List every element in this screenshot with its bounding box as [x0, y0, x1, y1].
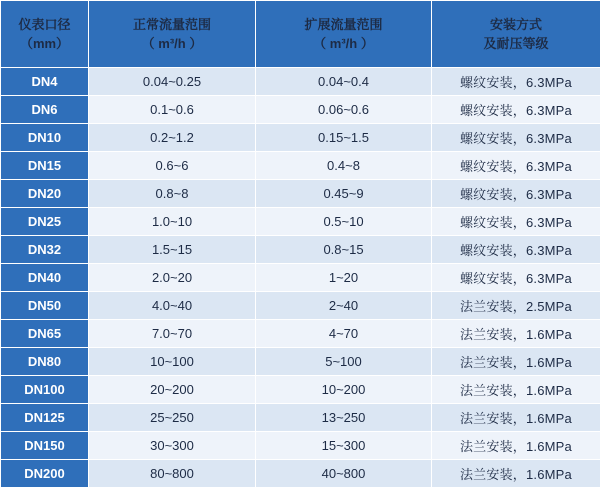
table-row	[1, 124, 600, 152]
column-header-installation-line1: 安装方式	[432, 15, 600, 35]
cell-extended-range: 5~100	[256, 348, 432, 376]
cell-diameter: DN15	[1, 152, 89, 180]
cell-extended-range: 0.04~0.4	[256, 68, 432, 96]
cell-normal-range: 10~100	[89, 348, 256, 376]
cell-diameter: DN25	[1, 208, 89, 236]
cell-extended-range: 13~250	[256, 404, 432, 432]
cell-installation: 法兰安装，1.6MPa	[432, 404, 600, 432]
cell-normal-range: 2.0~20	[89, 264, 256, 292]
table-body	[1, 68, 600, 488]
cell-installation: 法兰安装，2.5MPa	[432, 292, 600, 320]
cell-extended-range: 1~20	[256, 264, 432, 292]
cell-extended-range: 0.06~0.6	[256, 96, 432, 124]
cell-extended-range: 0.15~1.5	[256, 124, 432, 152]
cell-extended-range: 0.5~10	[256, 208, 432, 236]
cell-extended-range: 10~200	[256, 376, 432, 404]
column-header-normal-range-line1: 正常流量范围	[89, 15, 255, 35]
cell-normal-range: 0.2~1.2	[89, 124, 256, 152]
cell-installation: 螺纹安装，6.3MPa	[432, 152, 600, 180]
cell-diameter: DN50	[1, 292, 89, 320]
column-header-extended-range-line2: （ m³/h ）	[256, 34, 431, 54]
table-row	[1, 376, 600, 404]
table-row	[1, 68, 600, 96]
table-row	[1, 264, 600, 292]
column-header-installation	[432, 1, 600, 68]
table-header-row	[1, 1, 600, 68]
cell-installation: 螺纹安装，6.3MPa	[432, 96, 600, 124]
cell-normal-range: 30~300	[89, 432, 256, 460]
cell-normal-range: 20~200	[89, 376, 256, 404]
cell-normal-range: 0.8~8	[89, 180, 256, 208]
table-row	[1, 152, 600, 180]
cell-normal-range: 25~250	[89, 404, 256, 432]
table-row	[1, 96, 600, 124]
cell-installation: 法兰安装，1.6MPa	[432, 460, 600, 488]
table-row	[1, 348, 600, 376]
table-row	[1, 292, 600, 320]
table-row	[1, 432, 600, 460]
column-header-diameter-line2: （mm）	[1, 34, 88, 54]
table-row	[1, 460, 600, 488]
cell-diameter: DN6	[1, 96, 89, 124]
cell-extended-range: 0.4~8	[256, 152, 432, 180]
cell-installation: 螺纹安装，6.3MPa	[432, 264, 600, 292]
column-header-extended-range-line1: 扩展流量范围	[256, 15, 431, 35]
cell-installation: 螺纹安装，6.3MPa	[432, 68, 600, 96]
cell-normal-range: 1.0~10	[89, 208, 256, 236]
cell-diameter: DN65	[1, 320, 89, 348]
table-row	[1, 180, 600, 208]
column-header-extended-range	[256, 1, 432, 68]
column-header-diameter-line1: 仪表口径	[1, 15, 88, 35]
table-row	[1, 404, 600, 432]
table-row	[1, 208, 600, 236]
cell-installation: 螺纹安装，6.3MPa	[432, 124, 600, 152]
cell-installation: 法兰安装，1.6MPa	[432, 376, 600, 404]
cell-diameter: DN4	[1, 68, 89, 96]
cell-diameter: DN200	[1, 460, 89, 488]
cell-installation: 法兰安装，1.6MPa	[432, 320, 600, 348]
cell-normal-range: 0.6~6	[89, 152, 256, 180]
cell-normal-range: 4.0~40	[89, 292, 256, 320]
cell-diameter: DN100	[1, 376, 89, 404]
cell-normal-range: 0.04~0.25	[89, 68, 256, 96]
cell-diameter: DN80	[1, 348, 89, 376]
column-header-installation-line2: 及耐压等级	[432, 34, 600, 54]
cell-normal-range: 1.5~15	[89, 236, 256, 264]
table-header	[1, 1, 600, 68]
cell-normal-range: 0.1~0.6	[89, 96, 256, 124]
cell-installation: 螺纹安装，6.3MPa	[432, 180, 600, 208]
cell-diameter: DN32	[1, 236, 89, 264]
cell-normal-range: 80~800	[89, 460, 256, 488]
cell-extended-range: 2~40	[256, 292, 432, 320]
cell-diameter: DN125	[1, 404, 89, 432]
table-row	[1, 320, 600, 348]
cell-installation: 法兰安装，1.6MPa	[432, 348, 600, 376]
cell-extended-range: 4~70	[256, 320, 432, 348]
cell-installation: 螺纹安装，6.3MPa	[432, 236, 600, 264]
cell-diameter: DN40	[1, 264, 89, 292]
column-header-normal-range	[89, 1, 256, 68]
column-header-diameter	[1, 1, 89, 68]
cell-installation: 法兰安装，1.6MPa	[432, 432, 600, 460]
cell-installation: 螺纹安装，6.3MPa	[432, 208, 600, 236]
column-header-normal-range-line2: （ m³/h ）	[89, 34, 255, 54]
cell-extended-range: 0.45~9	[256, 180, 432, 208]
table-row	[1, 236, 600, 264]
cell-extended-range: 0.8~15	[256, 236, 432, 264]
cell-diameter: DN20	[1, 180, 89, 208]
cell-extended-range: 15~300	[256, 432, 432, 460]
cell-normal-range: 7.0~70	[89, 320, 256, 348]
cell-extended-range: 40~800	[256, 460, 432, 488]
cell-diameter: DN10	[1, 124, 89, 152]
cell-diameter: DN150	[1, 432, 89, 460]
